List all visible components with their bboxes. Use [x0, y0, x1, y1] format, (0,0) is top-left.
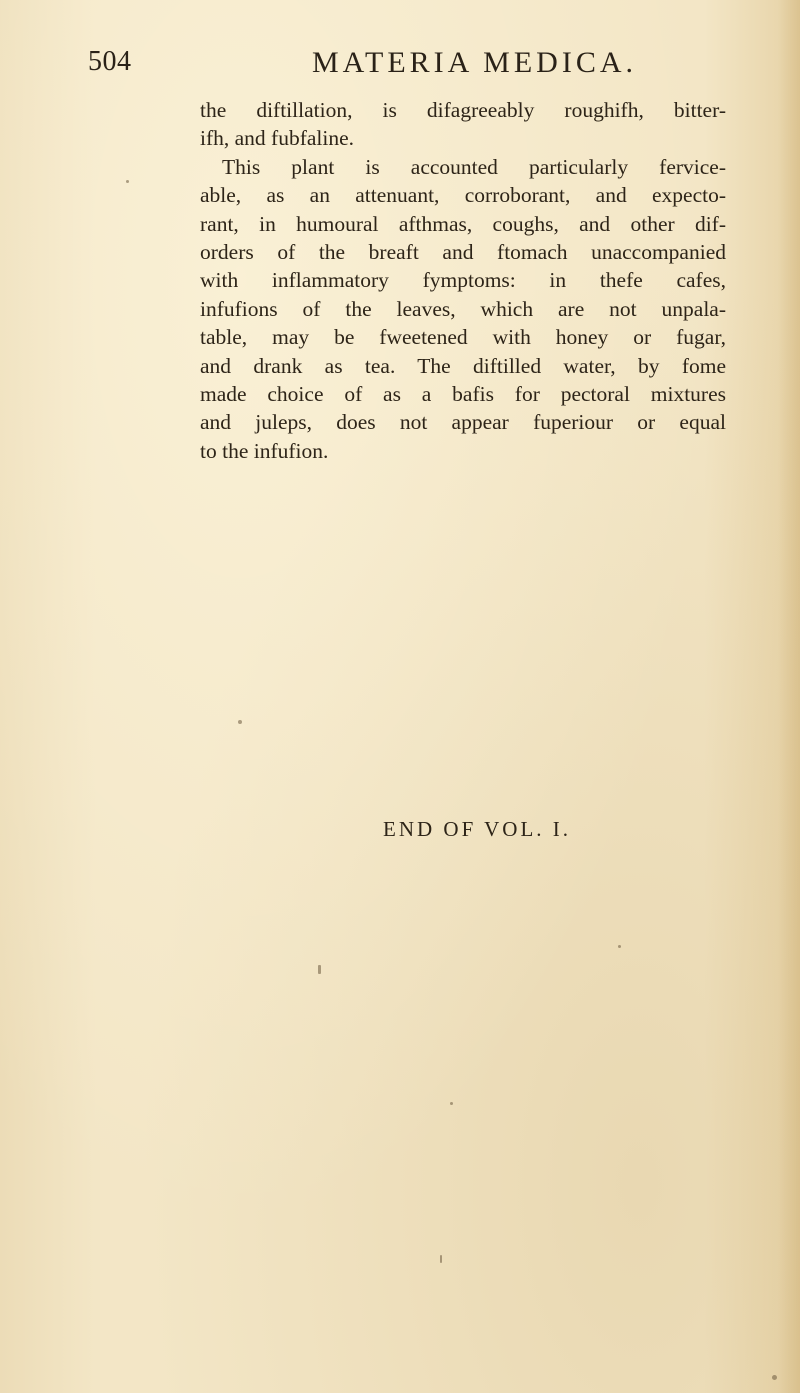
page-header: [88, 40, 688, 84]
text-line: and juleps, does not appear fuperiour or equal: [200, 410, 726, 435]
paper-speck: [618, 945, 621, 948]
text-line: with inflammatory fymptoms: in thefe cafes,: [200, 268, 726, 293]
end-of-volume-mark: END OF VOL. I.: [383, 817, 572, 841]
paper-speck: [238, 720, 242, 724]
paper-speck: [450, 1102, 453, 1105]
page-edge-shadow: [778, 0, 800, 1393]
text-line: made choice of as a bafis for pectoral mixtures: [200, 382, 726, 407]
text-line: able, as an attenuant, corroborant, and expecto-: [200, 183, 726, 208]
paper-speck: [318, 965, 321, 974]
text-line: and drank as tea. The diftilled water, by fome: [200, 353, 726, 378]
text-line: the diftillation, is difagreeably roughifh, bitter-: [200, 98, 726, 122]
paper-speck: [772, 1375, 777, 1380]
text-line: ifh, and fubfaline.: [200, 126, 355, 151]
text-line: This plant is accounted particularly fervice-: [222, 154, 726, 179]
text-line: to the infufion.: [200, 438, 329, 463]
text-line: infufions of the leaves, which are not unpala-: [200, 296, 726, 321]
text-line: rant, in humoural afthmas, coughs, and other dif-: [200, 211, 726, 236]
page-number: 504: [88, 46, 132, 77]
paper-speck: [126, 180, 129, 183]
body-text: [200, 96, 726, 465]
text-line: orders of the breaft and ftomach unaccompanied: [200, 240, 726, 265]
running-head: MATERIA MEDICA.: [312, 46, 638, 79]
paper-speck: [440, 1255, 442, 1263]
text-line: table, may be fweetened with honey or fugar,: [200, 325, 726, 350]
